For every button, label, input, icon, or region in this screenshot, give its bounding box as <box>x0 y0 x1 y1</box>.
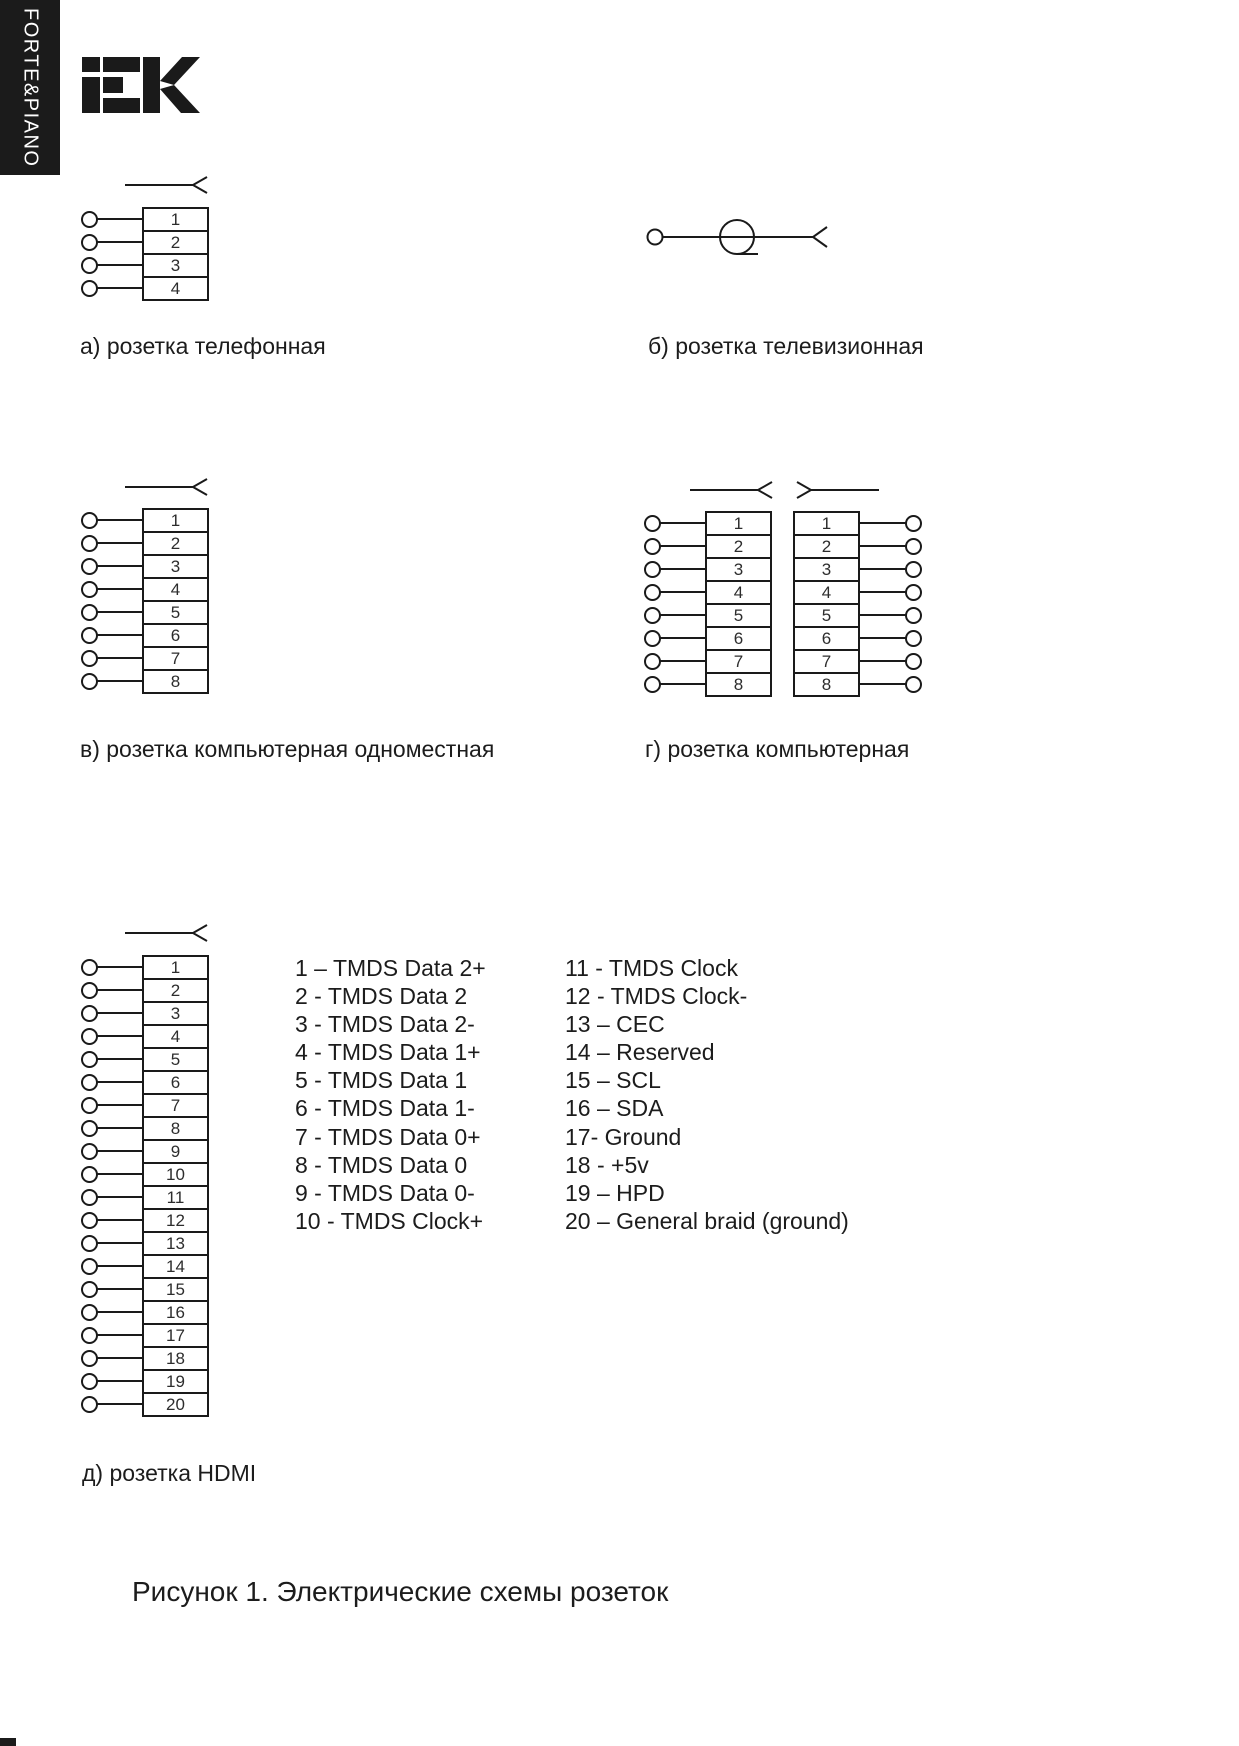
pin-terminal <box>81 257 98 274</box>
pin-terminal <box>81 1396 98 1413</box>
hdmi-socket-caption: д) розетка HDMI <box>82 1460 257 1486</box>
pin-box: 2 <box>793 534 860 559</box>
pin-box: 7 <box>793 649 860 674</box>
pin-wire <box>858 522 907 524</box>
pin-wire <box>858 614 907 616</box>
pin-box: 6 <box>142 1070 209 1095</box>
tv-socket-diagram <box>646 219 836 264</box>
pin-box: 1 <box>705 511 772 536</box>
pin-wire <box>658 568 707 570</box>
pin-wire <box>95 241 144 243</box>
pin-terminal <box>81 280 98 297</box>
pin-box: 3 <box>142 1001 209 1026</box>
hdmi-socket-diagram <box>81 925 281 1420</box>
pin-wire <box>95 1403 144 1405</box>
pin-box: 14 <box>142 1254 209 1279</box>
computer-double-socket-caption: г) розетка компьютерная <box>645 736 910 762</box>
pin-box: 4 <box>142 276 209 301</box>
pin-box: 8 <box>142 1116 209 1141</box>
hdmi-pin-function: 2 - TMDS Data 2 <box>295 983 468 1010</box>
pin-wire <box>95 1104 144 1106</box>
pin-box: 5 <box>142 1047 209 1072</box>
pin-box: 8 <box>142 669 209 694</box>
pin-terminal <box>81 512 98 529</box>
pin-wire <box>95 1357 144 1359</box>
hdmi-pin-function: 12 - TMDS Clock- <box>565 983 748 1010</box>
pin-wire <box>95 1288 144 1290</box>
hdmi-pin-function: 11 - TMDS Clock <box>565 955 738 981</box>
pin-box: 11 <box>142 1185 209 1210</box>
pin-wire <box>658 660 707 662</box>
pin-terminal <box>81 1235 98 1252</box>
pin-box: 5 <box>142 600 209 625</box>
pin-wire <box>95 1242 144 1244</box>
hdmi-pin-function: 1 – TMDS Data 2+ <box>295 955 486 981</box>
pin-box: 2 <box>142 531 209 556</box>
pin-wire <box>95 1380 144 1382</box>
pin-box: 3 <box>705 557 772 582</box>
pin-terminal <box>644 538 661 555</box>
pin-box: 4 <box>705 580 772 605</box>
computer-single-socket-caption: в) розетка компьютерная одноместная <box>80 736 495 762</box>
pin-box: 4 <box>142 1024 209 1049</box>
pin-terminal <box>81 1074 98 1091</box>
pin-terminal <box>81 1120 98 1137</box>
hdmi-pin-function: 8 - TMDS Data 0 <box>295 1151 468 1178</box>
hdmi-pin-functions-column-1 <box>295 954 486 1235</box>
cable-arrow-right-icon <box>125 924 209 942</box>
pin-wire <box>658 637 707 639</box>
pin-terminal <box>81 1304 98 1321</box>
pin-terminal <box>81 673 98 690</box>
pin-terminal <box>905 607 922 624</box>
pin-wire <box>95 989 144 991</box>
pin-box: 12 <box>142 1208 209 1233</box>
pin-terminal <box>81 535 98 552</box>
hdmi-pin-function: 4 - TMDS Data 1+ <box>295 1039 481 1066</box>
pin-wire <box>95 542 144 544</box>
pin-wire <box>658 545 707 547</box>
hdmi-pin-function: 9 - TMDS Data 0- <box>295 1179 475 1206</box>
computer-double-socket-left-diagram <box>644 482 784 702</box>
pin-wire <box>95 1081 144 1083</box>
pin-box: 1 <box>142 508 209 533</box>
pin-box: 5 <box>793 603 860 628</box>
hdmi-pin-function: 5 - TMDS Data 1 <box>295 1067 468 1094</box>
pin-wire <box>95 287 144 289</box>
pin-box: 6 <box>142 623 209 648</box>
pin-box: 13 <box>142 1231 209 1256</box>
pin-terminal <box>81 211 98 228</box>
pin-terminal <box>905 561 922 578</box>
pin-wire <box>95 1012 144 1014</box>
hdmi-pin-function: 16 – SDA <box>565 1095 664 1122</box>
pin-box: 2 <box>142 230 209 255</box>
pin-terminal <box>905 584 922 601</box>
pin-box: 6 <box>705 626 772 651</box>
pin-terminal <box>905 630 922 647</box>
pin-wire <box>858 683 907 685</box>
pin-terminal <box>81 1212 98 1229</box>
pin-box: 20 <box>142 1392 209 1417</box>
pin-wire <box>858 637 907 639</box>
pin-box: 1 <box>142 207 209 232</box>
tv-socket-symbol-icon <box>646 219 836 259</box>
pin-terminal <box>905 538 922 555</box>
pin-terminal <box>81 234 98 251</box>
pin-box: 4 <box>142 577 209 602</box>
pin-box: 1 <box>142 955 209 980</box>
pin-box: 1 <box>793 511 860 536</box>
pin-wire <box>95 588 144 590</box>
pin-terminal <box>81 1258 98 1275</box>
pin-wire <box>658 591 707 593</box>
pin-box: 6 <box>793 626 860 651</box>
pin-terminal <box>81 1097 98 1114</box>
pin-wire <box>95 611 144 613</box>
pin-terminal <box>81 604 98 621</box>
pin-box: 3 <box>142 253 209 278</box>
hdmi-pin-function: 13 – CEC <box>565 1011 665 1038</box>
hdmi-pin-function: 15 – SCL <box>565 1067 661 1094</box>
tv-socket-caption: б) розетка телевизионная <box>648 333 924 359</box>
pin-terminal <box>81 581 98 598</box>
pin-terminal <box>81 1281 98 1298</box>
iek-logo <box>82 57 200 118</box>
pin-terminal <box>905 653 922 670</box>
pin-wire <box>95 1127 144 1129</box>
pin-wire <box>658 522 707 524</box>
pin-terminal <box>81 1350 98 1367</box>
computer-single-socket-diagram <box>81 479 281 699</box>
pin-wire <box>95 1311 144 1313</box>
hdmi-pin-function: 18 - +5v <box>565 1151 649 1178</box>
pin-terminal <box>81 1051 98 1068</box>
pin-box: 7 <box>142 1093 209 1118</box>
hdmi-pin-functions-column-2 <box>565 954 849 1235</box>
pin-box: 15 <box>142 1277 209 1302</box>
hdmi-pin-function: 10 - TMDS Clock+ <box>295 1207 484 1234</box>
pin-box: 8 <box>793 672 860 697</box>
pin-box: 5 <box>705 603 772 628</box>
hdmi-pin-function: 17- Ground <box>565 1123 682 1150</box>
pin-wire <box>858 545 907 547</box>
pin-terminal <box>81 1005 98 1022</box>
pin-wire <box>95 1265 144 1267</box>
pin-wire <box>658 614 707 616</box>
pin-box: 9 <box>142 1139 209 1164</box>
pin-wire <box>95 1035 144 1037</box>
pin-terminal <box>81 1166 98 1183</box>
series-tab-label: FORTE&PIANO <box>19 7 42 168</box>
pin-terminal <box>81 650 98 667</box>
cable-arrow-right-icon <box>690 481 774 499</box>
figure-caption: Рисунок 1. Электрические схемы розеток <box>132 1576 669 1607</box>
pin-terminal <box>905 676 922 693</box>
pin-box: 2 <box>705 534 772 559</box>
hdmi-pin-function: 3 - TMDS Data 2- <box>295 1011 475 1038</box>
pin-wire <box>95 966 144 968</box>
pin-terminal <box>81 1189 98 1206</box>
cable-arrow-right-icon <box>125 478 209 496</box>
pin-terminal <box>644 584 661 601</box>
pin-terminal <box>81 558 98 575</box>
pin-wire <box>95 1173 144 1175</box>
pin-terminal <box>81 1143 98 1160</box>
pin-terminal <box>644 607 661 624</box>
pin-wire <box>858 568 907 570</box>
cable-arrow-left-icon <box>795 481 879 499</box>
pin-wire <box>858 591 907 593</box>
hdmi-pin-function: 6 - TMDS Data 1- <box>295 1095 475 1122</box>
pin-box: 16 <box>142 1300 209 1325</box>
pin-wire <box>95 1196 144 1198</box>
pin-terminal <box>905 515 922 532</box>
pin-box: 8 <box>705 672 772 697</box>
series-tab <box>0 0 60 175</box>
pin-wire <box>658 683 707 685</box>
page-corner-mark <box>0 1738 16 1746</box>
pin-terminal <box>644 676 661 693</box>
hdmi-pin-function: 20 – General braid (ground) <box>565 1207 849 1234</box>
pin-wire <box>95 1058 144 1060</box>
pin-box: 10 <box>142 1162 209 1187</box>
pin-terminal <box>81 1028 98 1045</box>
pin-wire <box>95 264 144 266</box>
pin-terminal <box>81 959 98 976</box>
pin-box: 18 <box>142 1346 209 1371</box>
hdmi-pin-function: 14 – Reserved <box>565 1039 715 1066</box>
pin-wire <box>95 1219 144 1221</box>
pin-wire <box>95 680 144 682</box>
pin-box: 19 <box>142 1369 209 1394</box>
cable-arrow-right-icon <box>125 176 209 194</box>
pin-box: 3 <box>793 557 860 582</box>
pin-box: 17 <box>142 1323 209 1348</box>
iek-logo-icon <box>82 57 200 113</box>
pin-terminal <box>81 1373 98 1390</box>
pin-wire <box>95 657 144 659</box>
pin-box: 4 <box>793 580 860 605</box>
pin-terminal <box>644 561 661 578</box>
pin-wire <box>95 519 144 521</box>
pin-box: 3 <box>142 554 209 579</box>
pin-wire <box>858 660 907 662</box>
pin-box: 7 <box>142 646 209 671</box>
pin-terminal <box>81 1327 98 1344</box>
pin-wire <box>95 565 144 567</box>
pin-box: 2 <box>142 978 209 1003</box>
computer-double-socket-right-diagram <box>793 482 933 702</box>
pin-box: 7 <box>705 649 772 674</box>
pin-terminal <box>644 515 661 532</box>
pin-wire <box>95 1150 144 1152</box>
pin-wire <box>95 218 144 220</box>
pin-wire <box>95 1334 144 1336</box>
pin-terminal <box>644 653 661 670</box>
pin-terminal <box>644 630 661 647</box>
telephone-socket-diagram <box>81 177 281 307</box>
hdmi-pin-function: 19 – HPD <box>565 1179 665 1206</box>
pin-wire <box>95 634 144 636</box>
pin-terminal <box>81 982 98 999</box>
hdmi-pin-function: 7 - TMDS Data 0+ <box>295 1123 481 1150</box>
telephone-socket-caption: а) розетка телефонная <box>80 333 326 359</box>
pin-terminal <box>81 627 98 644</box>
